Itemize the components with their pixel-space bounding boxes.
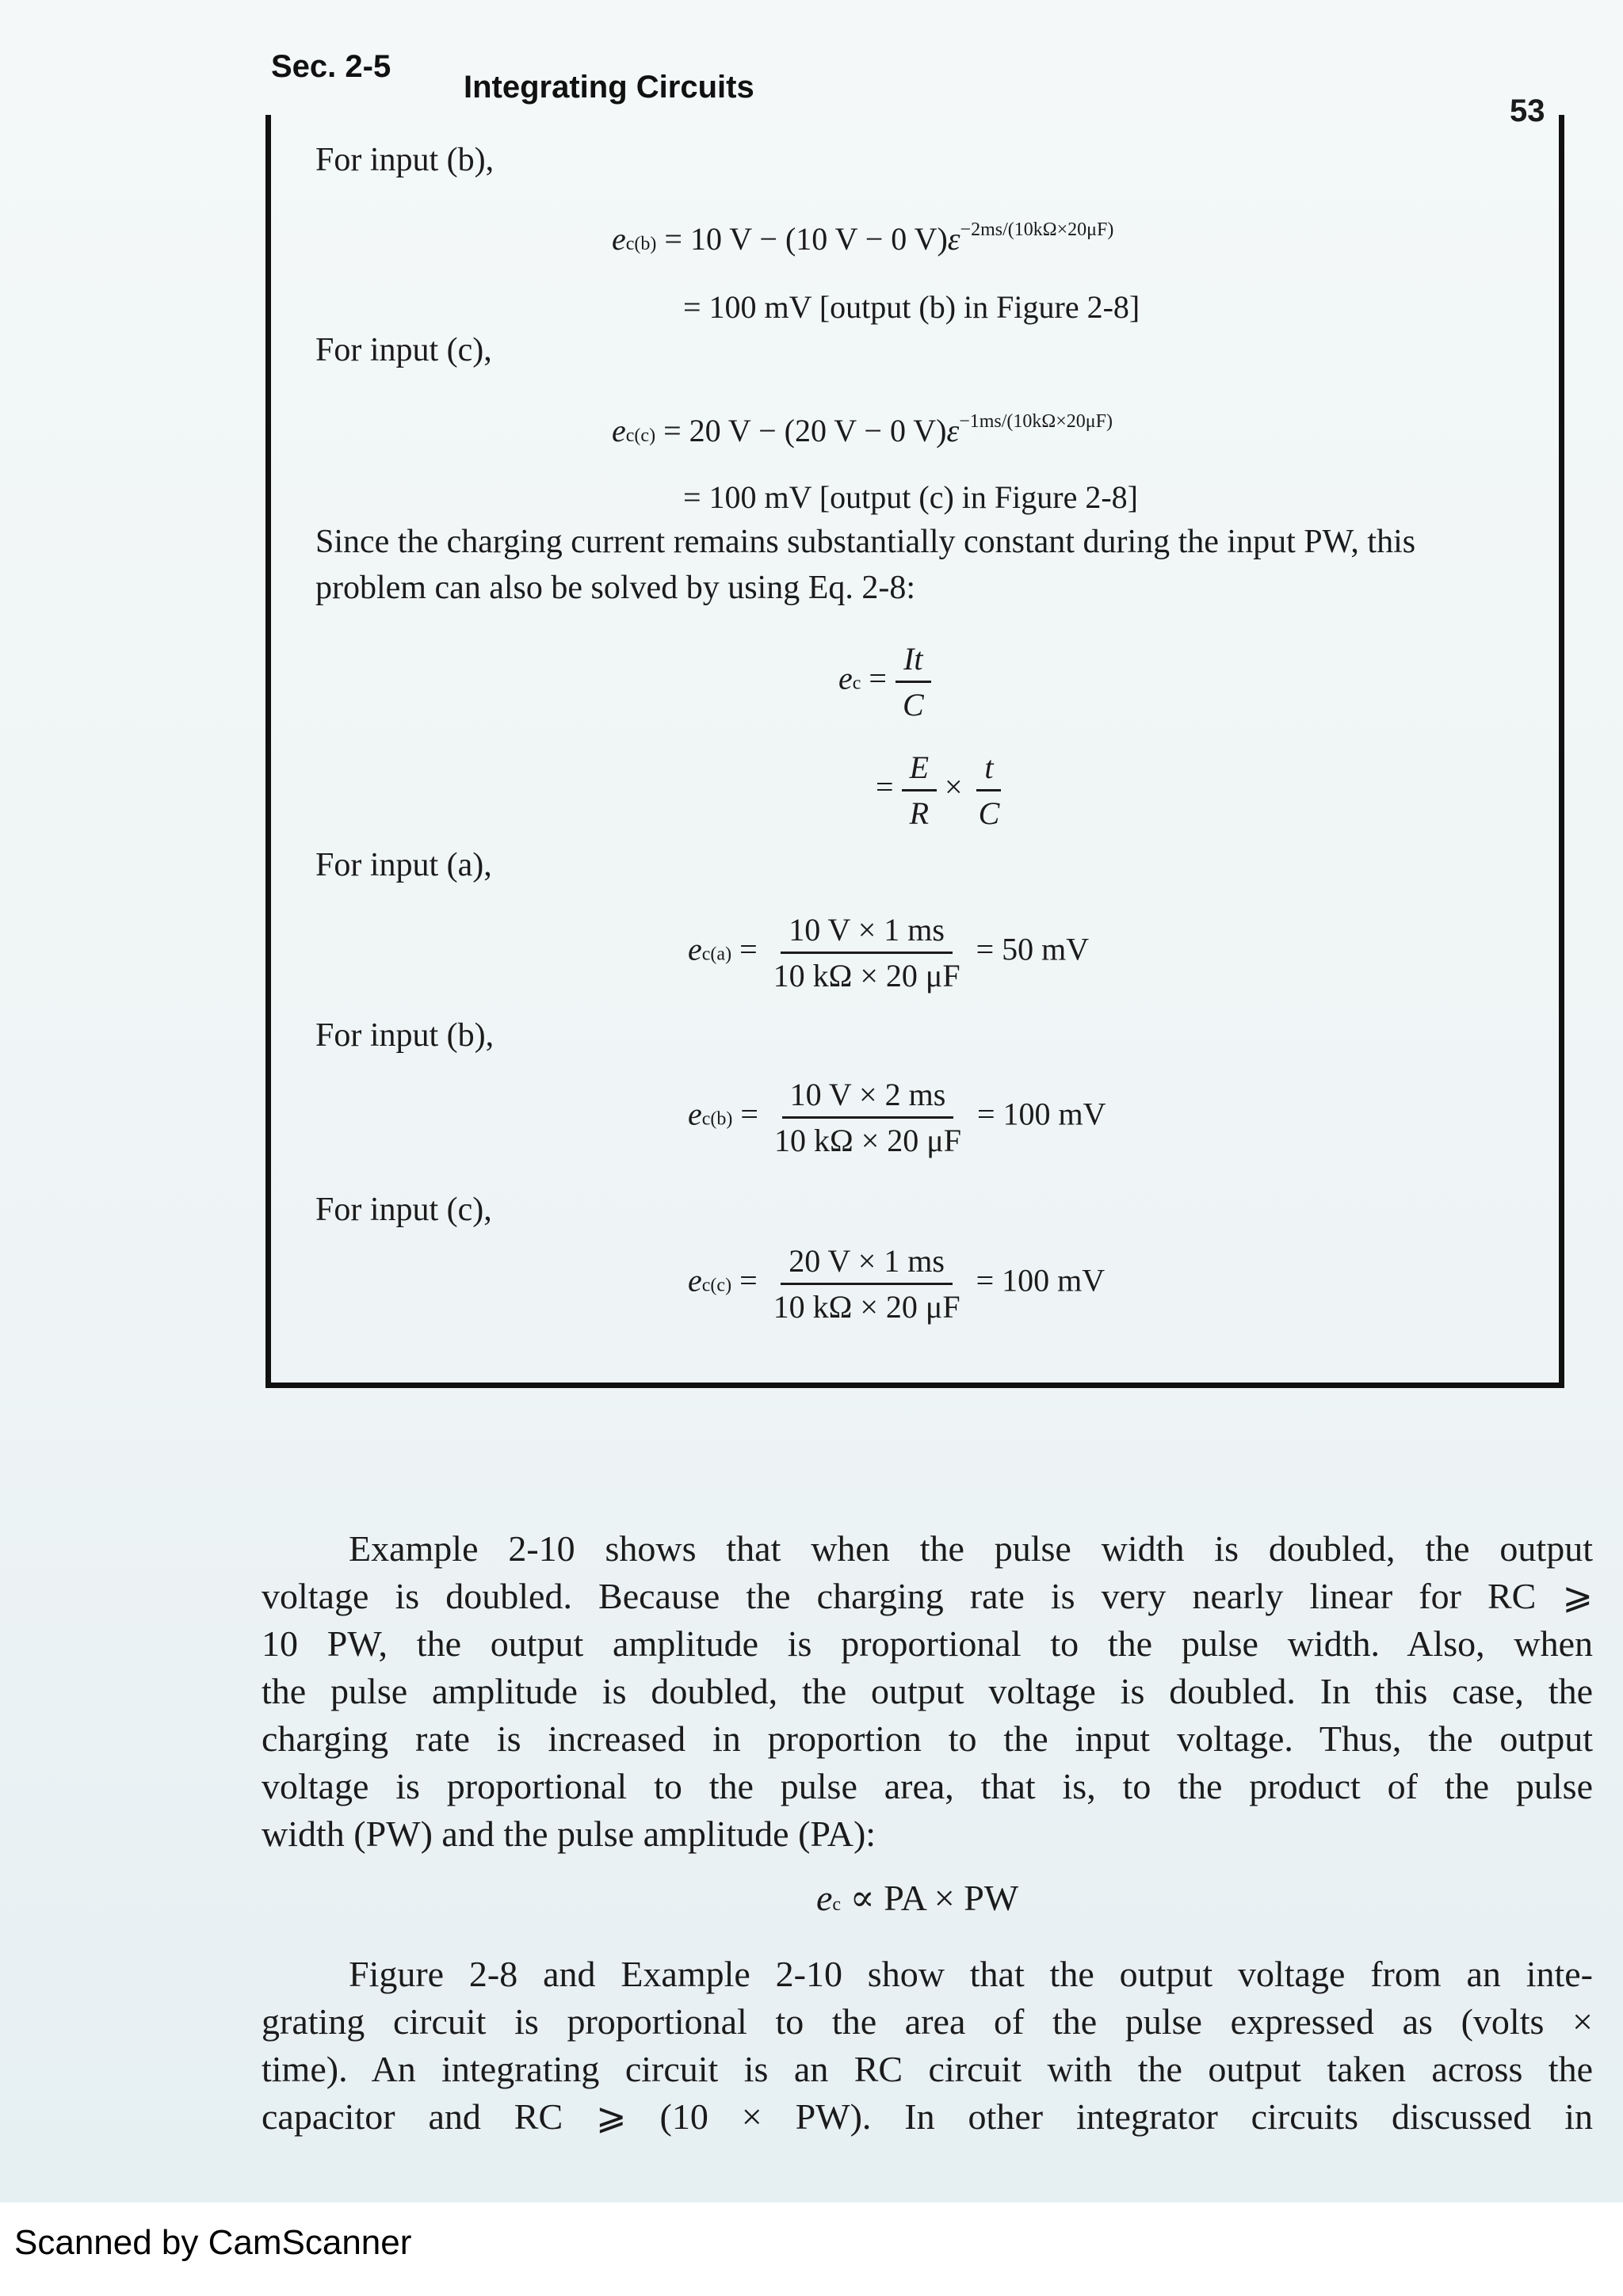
text-line: time). An integrating circuit is an RC circuit with the output taken across the (262, 2049, 1593, 2089)
equation-2-8: ec = $\frac{It}{C}$ (838, 640, 932, 723)
label-input-c-2: For input (c), (315, 1192, 492, 1228)
text-line: Figure 2-8 and Example 2-10 show that the output voltage from an inte- (349, 1954, 1593, 1994)
equation-b-result: = 100 mV [output (b) in Figure 2-8] (683, 289, 1140, 325)
text-line: the pulse amplitude is doubled, the output voltage is doubled. In this case, the (262, 1671, 1593, 1711)
paragraph-integrating-circuit (262, 1951, 1593, 2141)
scanner-watermark: Scanned by CamScanner (14, 2223, 412, 2262)
text-line: width (PW) and the pulse amplitude (PA): (262, 1814, 876, 1854)
since-text-line-1: Since the charging current remains substantially constant during the input PW, this (315, 524, 1416, 560)
equation-a: ec(a) = $\frac{10 V \times 1 ms}{10 k\Omega \times 20 \mu F}$ = 50 mV (688, 912, 1090, 994)
equation-c-linear: ec(c) = $\frac{20 V \times 1 ms}{10 k\Omega \times 20 \mu F}$ = 100 mV (688, 1243, 1106, 1325)
section-number: Sec. 2-5 (271, 49, 391, 84)
equation-c-result: = 100 mV [output (c) in Figure 2-8] (683, 479, 1138, 515)
label-input-a: For input (a), (315, 847, 492, 883)
text-line: capacitor and RC ⩾ (10 × PW). In other integrator circuits discussed in (262, 2096, 1593, 2137)
proportionality-equation: ec ∝ PA × PW (816, 1878, 1019, 1918)
equation-2-8-expanded: = $\frac{E}{R}$ × $\frac{t}{C}$ (876, 749, 1007, 832)
scanner-watermark-bar (0, 2203, 1623, 2296)
section-title: Integrating Circuits (464, 70, 754, 105)
paragraph-pulse-area (262, 1525, 1593, 1858)
text-line: Example 2-10 shows that when the pulse width is doubled, the output (349, 1528, 1593, 1569)
label-input-c-1: For input (c), (315, 332, 492, 368)
equation-b-linear: ec(b) = $\frac{10 V \times 2 ms}{10 k\Omega \times 20 \mu F}$ = 100 mV (688, 1077, 1106, 1158)
text-line: voltage is proportional to the pulse area, that is, to the product of the pulse (262, 1766, 1593, 1806)
text-line: 10 PW, the output amplitude is proportional to the pulse width. Also, when (262, 1623, 1593, 1664)
page-number: 53 (1510, 93, 1545, 128)
text-line: voltage is doubled. Because the charging rate is very nearly linear for RC ⩾ (262, 1576, 1593, 1616)
equation-c-exponential: ec(c) = 20 V − (20 V − 0 $V)\varepsilon^{-1ms/(10k\Omega\times 20\mu F)}$ (612, 411, 1113, 448)
text-line: charging rate is increased in proportion to the input voltage. Thus, the output (262, 1718, 1593, 1759)
equation-b-exponential: ec(b) = 10 V − (10 V − 0 $V)\varepsilon^{-2ms/(10k\Omega\times 20\mu F)}$ (612, 219, 1114, 257)
label-input-b-2: For input (b), (315, 1017, 495, 1054)
text-line: grating circuit is proportional to the area of the pulse expressed as (volts × (262, 2001, 1593, 2042)
label-input-b-1: For input (b), (315, 142, 495, 178)
since-text-line-2: problem can also be solved by using Eq. 2-8: (315, 570, 916, 606)
